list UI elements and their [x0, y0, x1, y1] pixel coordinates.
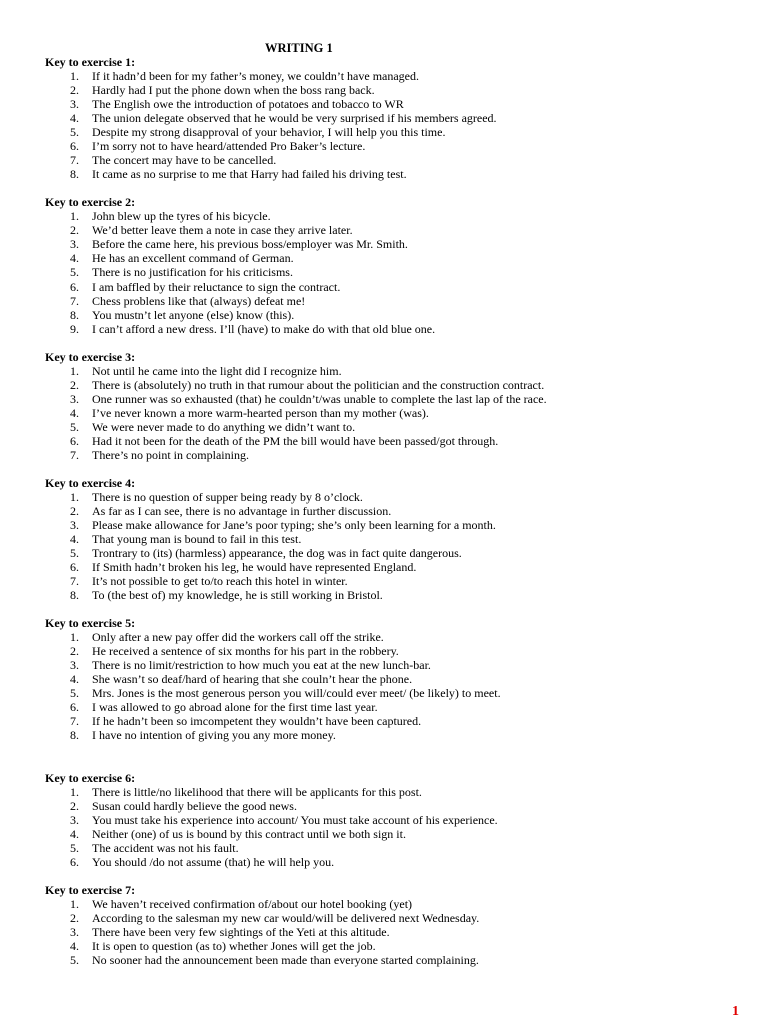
item-number: 5.	[70, 546, 79, 561]
exercise-key-section	[0, 195, 768, 335]
item-number: 2.	[70, 910, 79, 925]
answer-item	[0, 686, 768, 700]
item-text: The union delegate observed that he would be very surprised if his members agreed.	[92, 111, 497, 126]
item-number: 6.	[70, 854, 79, 869]
answer-item	[0, 518, 768, 532]
item-text: I am baffled by their reluctance to sign the contract.	[92, 279, 341, 294]
item-text: John blew up the tyres of his bicycle.	[92, 209, 271, 224]
item-number: 3.	[70, 924, 79, 939]
answer-item	[0, 714, 768, 728]
item-text: The English owe the introduction of potatoes and tobacco to WR	[92, 97, 404, 112]
answer-item	[0, 630, 768, 644]
item-number: 5.	[70, 686, 79, 701]
answer-item	[0, 841, 768, 855]
answer-item	[0, 167, 768, 181]
answer-item	[0, 785, 768, 799]
item-text: If Smith hadn’t broken his leg, he would have represented England.	[92, 560, 417, 575]
section-heading: Key to exercise 6:	[45, 770, 136, 785]
item-number: 1.	[70, 209, 79, 224]
item-text: There is no question of supper being ready by 8 o’clock.	[92, 489, 363, 504]
item-number: 1.	[70, 784, 79, 799]
item-number: 6.	[70, 700, 79, 715]
exercise-key-section	[0, 616, 768, 742]
item-text: He received a sentence of six months for his part in the robbery.	[92, 644, 399, 659]
item-text: Please make allowance for Jane’s poor typing; she’s only been learning for a month.	[92, 518, 496, 533]
answer-item	[0, 728, 768, 742]
answer-item	[0, 125, 768, 139]
item-number: 4.	[70, 405, 79, 420]
item-number: 2.	[70, 83, 79, 98]
item-text: You should /do not assume (that) he will help you.	[92, 854, 335, 869]
item-text: No sooner had the announcement been made than everyone started complaining.	[92, 952, 479, 967]
item-text: There’s no point in complaining.	[92, 447, 249, 462]
item-text: There is no justification for his criticisms.	[92, 265, 293, 280]
section-heading: Key to exercise 2:	[45, 195, 136, 210]
item-text: If he hadn’t been so imcompetent they wouldn’t have been captured.	[92, 714, 422, 729]
answer-item	[0, 237, 768, 251]
item-text: To (the best of) my knowledge, he is still working in Bristol.	[92, 588, 383, 603]
answer-item	[0, 209, 768, 223]
item-text: Susan could hardly believe the good news.	[92, 798, 297, 813]
item-number: 3.	[70, 658, 79, 673]
item-number: 4.	[70, 672, 79, 687]
answer-item	[0, 448, 768, 462]
answer-item	[0, 588, 768, 602]
answer-item	[0, 97, 768, 111]
item-number: 4.	[70, 826, 79, 841]
item-number: 7.	[70, 574, 79, 589]
item-number: 9.	[70, 321, 79, 336]
item-text: As far as I can see, there is no advantage in further discussion.	[92, 503, 392, 518]
item-number: 1.	[70, 69, 79, 84]
item-number: 5.	[70, 952, 79, 967]
exercise-key-section	[0, 771, 768, 869]
item-number: 6.	[70, 560, 79, 575]
item-number: 7.	[70, 714, 79, 729]
answer-item	[0, 139, 768, 153]
item-text: You mustn’t let anyone (else) know (this).	[92, 307, 295, 322]
answer-item	[0, 911, 768, 925]
answer-item	[0, 813, 768, 827]
item-number: 5.	[70, 125, 79, 140]
item-number: 3.	[70, 518, 79, 533]
item-text: She wasn’t so deaf/hard of hearing that she couln’t hear the phone.	[92, 672, 413, 687]
answer-item	[0, 83, 768, 97]
item-number: 7.	[70, 447, 79, 462]
answer-item	[0, 700, 768, 714]
section-heading: Key to exercise 3:	[45, 349, 136, 364]
answer-item	[0, 392, 768, 406]
answer-item	[0, 308, 768, 322]
page-number: 1	[732, 1004, 739, 1019]
answer-item	[0, 644, 768, 658]
item-text: There is no limit/restriction to how much you eat at the new lunch-bar.	[92, 658, 431, 673]
item-text: Had it not been for the death of the PM the bill would have been passed/got through.	[92, 433, 499, 448]
item-number: 5.	[70, 419, 79, 434]
answer-item	[0, 532, 768, 546]
item-number: 3.	[70, 391, 79, 406]
item-text: It’s not possible to get to/to reach this hotel in winter.	[92, 574, 348, 589]
item-text: There is (absolutely) no truth in that rumour about the politician and the construction contract.	[92, 377, 545, 392]
section-heading: Key to exercise 4:	[45, 475, 136, 490]
answer-item	[0, 111, 768, 125]
answer-item	[0, 560, 768, 574]
answer-item	[0, 939, 768, 953]
item-text: It came as no surprise to me that Harry had failed his driving test.	[92, 167, 407, 182]
exercise-key-section	[0, 350, 768, 462]
answer-item	[0, 574, 768, 588]
item-text: According to the salesman my new car would/will be delivered next Wednesday.	[92, 910, 480, 925]
item-number: 7.	[70, 153, 79, 168]
document-title: WRITING 1	[265, 41, 333, 55]
answer-item	[0, 420, 768, 434]
item-number: 3.	[70, 812, 79, 827]
item-text: There have been very few sightings of the Yeti at this altitude.	[92, 924, 390, 939]
exercise-key-section	[0, 55, 768, 181]
answer-item	[0, 504, 768, 518]
item-text: Neither (one) of us is bound by this contract until we both sign it.	[92, 826, 406, 841]
item-text: You must take his experience into account/ You must take account of his experience.	[92, 812, 498, 827]
item-number: 6.	[70, 139, 79, 154]
answer-item	[0, 322, 768, 336]
answer-item	[0, 364, 768, 378]
item-number: 2.	[70, 377, 79, 392]
item-text: Chess problens like that (always) defeat me!	[92, 293, 306, 308]
item-text: Despite my strong disapproval of your behavior, I will help you this time.	[92, 125, 446, 140]
item-text: One runner was so exhausted (that) he couldn’t/was unable to complete the last lap of the race.	[92, 391, 547, 406]
item-text: I have no intention of giving you any more money.	[92, 728, 336, 743]
answer-item	[0, 153, 768, 167]
item-text: The concert may have to be cancelled.	[92, 153, 277, 168]
item-text: Only after a new pay offer did the workers call off the strike.	[92, 630, 384, 645]
item-number: 4.	[70, 532, 79, 547]
item-text: We’d better leave them a note in case they arrive later.	[92, 223, 353, 238]
answer-item	[0, 378, 768, 392]
answer-item	[0, 490, 768, 504]
item-number: 1.	[70, 896, 79, 911]
answer-item	[0, 672, 768, 686]
item-number: 6.	[70, 279, 79, 294]
item-number: 2.	[70, 798, 79, 813]
item-text: I was allowed to go abroad alone for the first time last year.	[92, 700, 378, 715]
item-text: We were never made to do anything we didn’t want to.	[92, 419, 356, 434]
item-text: We haven’t received confirmation of/about our hotel booking (yet)	[92, 896, 413, 911]
item-number: 7.	[70, 293, 79, 308]
item-number: 4.	[70, 251, 79, 266]
answer-key-sections	[0, 55, 768, 967]
answer-item	[0, 925, 768, 939]
item-number: 3.	[70, 97, 79, 112]
item-number: 2.	[70, 223, 79, 238]
item-text: That young man is bound to fail in this test.	[92, 532, 302, 547]
item-number: 1.	[70, 489, 79, 504]
item-number: 8.	[70, 728, 79, 743]
item-number: 4.	[70, 938, 79, 953]
item-number: 1.	[70, 630, 79, 645]
item-text: If it hadn’d been for my father’s money, we couldn’t have managed.	[92, 69, 419, 84]
answer-item	[0, 251, 768, 265]
section-heading: Key to exercise 1:	[45, 55, 136, 70]
item-text: Not until he came into the light did I recognize him.	[92, 363, 342, 378]
item-text: There is little/no likelihood that there will be applicants for this post.	[92, 784, 422, 799]
answer-item	[0, 658, 768, 672]
item-text: Mrs. Jones is the most generous person you will/could ever meet/ (be likely) to meet.	[92, 686, 501, 701]
item-text: I can’t afford a new dress. I’ll (have) to make do with that old blue one.	[92, 321, 436, 336]
item-text: Hardly had I put the phone down when the boss rang back.	[92, 83, 375, 98]
answer-item	[0, 546, 768, 560]
item-text: He has an excellent command of German.	[92, 251, 294, 266]
answer-item	[0, 855, 768, 869]
section-heading: Key to exercise 7:	[45, 882, 136, 897]
item-number: 2.	[70, 503, 79, 518]
answer-item	[0, 406, 768, 420]
answer-item	[0, 953, 768, 967]
item-text: Trontrary to (its) (harmless) appearance, the dog was in fact quite dangerous.	[92, 546, 462, 561]
item-number: 8.	[70, 588, 79, 603]
exercise-key-section	[0, 883, 768, 967]
section-heading: Key to exercise 5:	[45, 616, 136, 631]
item-number: 8.	[70, 167, 79, 182]
item-number: 5.	[70, 265, 79, 280]
item-number: 8.	[70, 307, 79, 322]
answer-item	[0, 280, 768, 294]
exercise-key-section	[0, 476, 768, 602]
answer-item	[0, 265, 768, 279]
answer-item	[0, 223, 768, 237]
answer-item	[0, 434, 768, 448]
item-number: 4.	[70, 111, 79, 126]
item-text: Before the came here, his previous boss/employer was Mr. Smith.	[92, 237, 408, 252]
item-number: 6.	[70, 433, 79, 448]
item-text: It is open to question (as to) whether Jones will get the job.	[92, 938, 376, 953]
answer-item	[0, 294, 768, 308]
answer-item	[0, 69, 768, 83]
item-number: 5.	[70, 840, 79, 855]
item-number: 3.	[70, 237, 79, 252]
item-text: I’m sorry not to have heard/attended Pro Baker’s lecture.	[92, 139, 366, 154]
item-number: 2.	[70, 644, 79, 659]
answer-item	[0, 827, 768, 841]
answer-item	[0, 897, 768, 911]
item-text: I’ve never known a more warm-hearted person than my mother (was).	[92, 405, 429, 420]
answer-item	[0, 799, 768, 813]
item-text: The accident was not his fault.	[92, 840, 239, 855]
item-number: 1.	[70, 363, 79, 378]
